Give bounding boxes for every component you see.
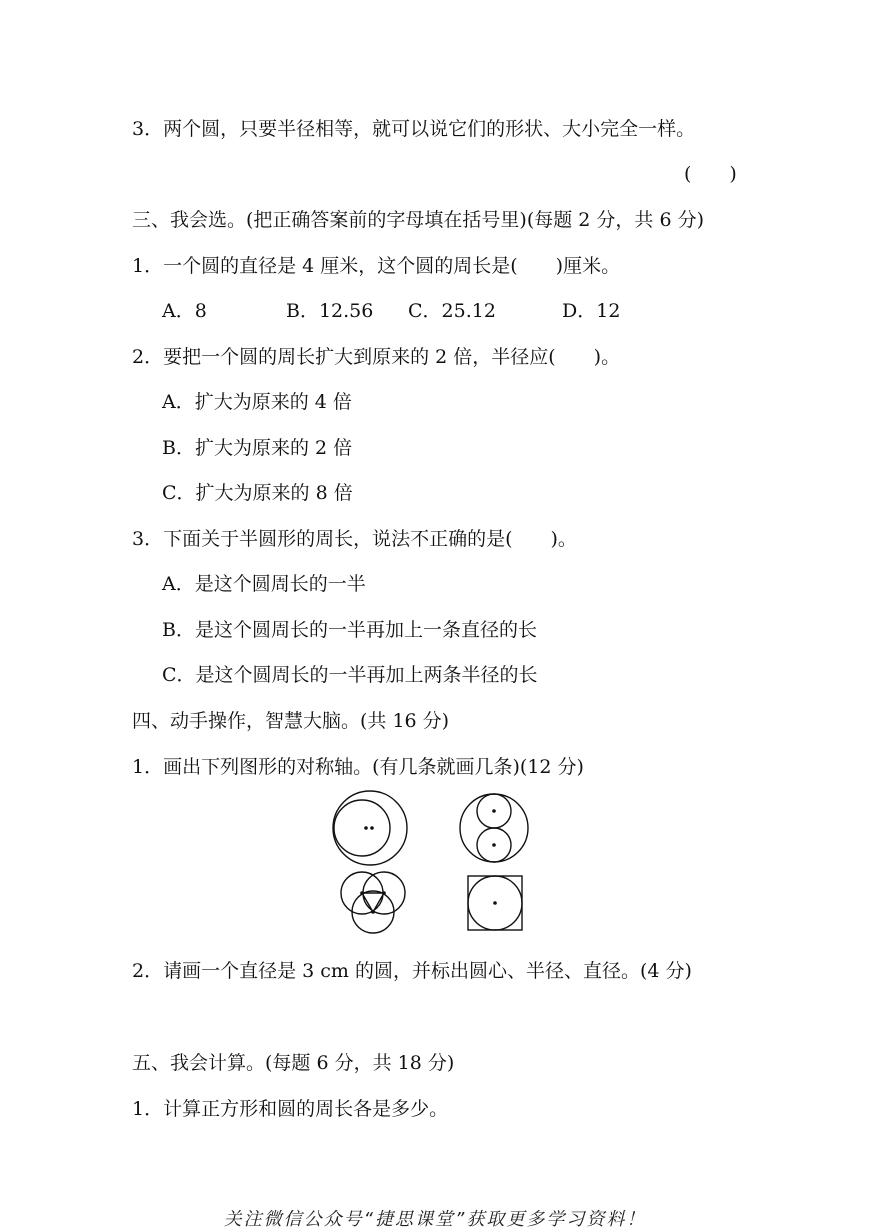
q2-option-c[interactable]: C．扩大为原来的 8 倍 <box>162 482 353 504</box>
figure-nested-circles[interactable] <box>333 791 407 865</box>
q3-option-c[interactable]: C．是这个圆周长的一半再加上两条半径的长 <box>162 664 538 686</box>
q3-option-a[interactable]: A．是这个圆周长的一半 <box>162 573 366 595</box>
q2-option-b[interactable]: B．扩大为原来的 2 倍 <box>162 437 353 459</box>
q1-option-d[interactable]: D．12 <box>562 300 621 322</box>
symmetry-figures <box>330 790 540 940</box>
choice-question-1: 1．一个圆的直径是 4 厘米，这个圆的周长是( )厘米。 <box>132 255 621 277</box>
q3-option-b[interactable]: B．是这个圆周长的一半再加上一条直径的长 <box>162 619 537 641</box>
figure-stacked-circles[interactable] <box>460 794 528 862</box>
q1-option-a[interactable]: A．8 <box>162 300 207 322</box>
operate-question-1: 1．画出下列图形的对称轴。(有几条就画几条)(12 分) <box>132 756 584 778</box>
calculate-question-1: 1．计算正方形和圆的周长各是多少。 <box>132 1098 449 1120</box>
q2-option-a[interactable]: A．扩大为原来的 4 倍 <box>162 391 352 413</box>
figure-square-circle[interactable] <box>468 876 522 930</box>
operate-question-2: 2．请画一个直径是 3 cm 的圆，并标出圆心、半径、直径。(4 分) <box>132 960 692 982</box>
answer-bracket[interactable]: ( ) <box>684 163 737 185</box>
q1-option-c[interactable]: C．25.12 <box>408 300 496 322</box>
choice-question-3: 3．下面关于半圆形的周长，说法不正确的是( )。 <box>132 528 577 550</box>
footer-note: 关注微信公众号“捷思课堂”获取更多学习资料！ <box>223 1209 647 1230</box>
section-heading-operate: 四、动手操作，智慧大脑。(共 16 分) <box>132 710 450 732</box>
section-heading-choose: 三、我会选。(把正确答案前的字母填在括号里)(每题 2 分，共 6 分) <box>132 209 704 231</box>
q1-option-b[interactable]: B．12.56 <box>286 300 374 322</box>
section-heading-calculate: 五、我会计算。(每题 6 分，共 18 分) <box>132 1052 455 1074</box>
judge-question-3: 3．两个圆，只要半径相等，就可以说它们的形状、大小完全一样。 <box>132 118 696 140</box>
choice-question-2: 2．要把一个圆的周长扩大到原来的 2 倍，半径应( )。 <box>132 346 621 368</box>
figure-three-circles-triangle[interactable] <box>341 872 405 933</box>
